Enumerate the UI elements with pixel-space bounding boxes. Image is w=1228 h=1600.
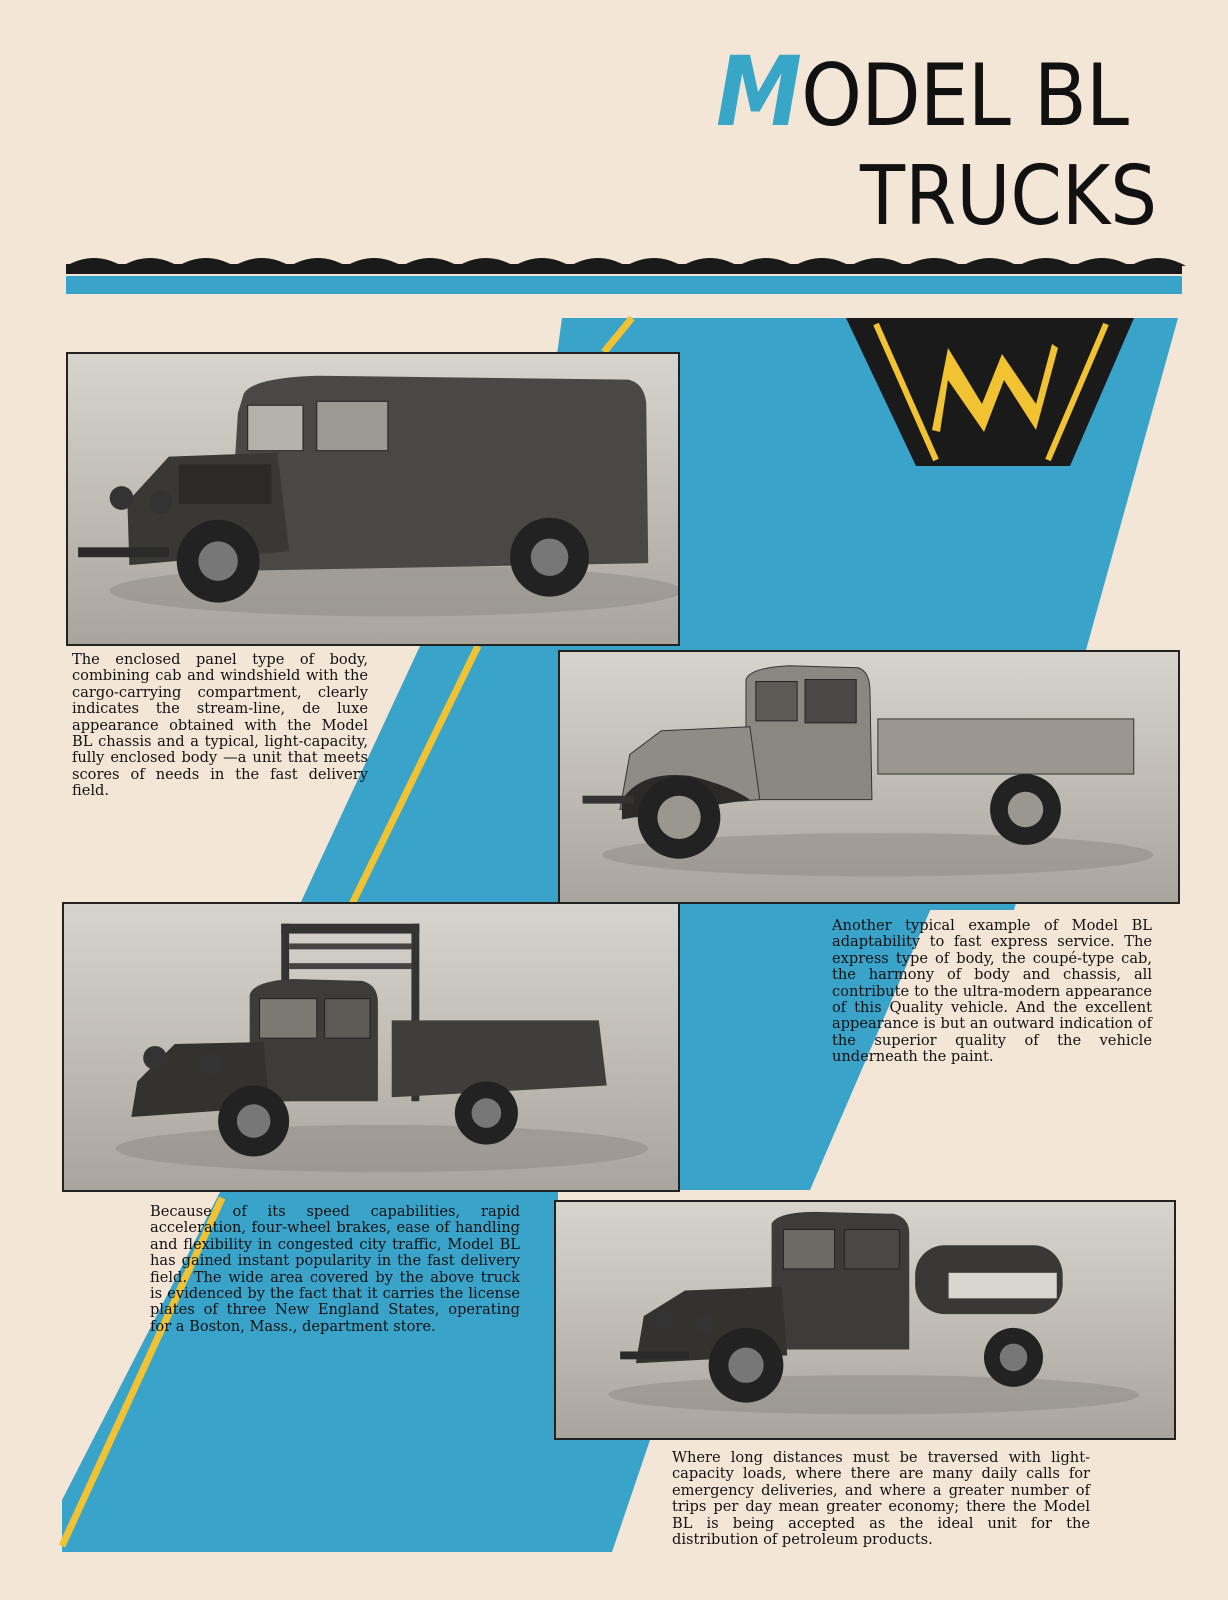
caption-express-truck: Another typical example of Model BL adaptability to fast express service. The express type of body, the coupé-type cab, the harmony of body and chassis, all contribute to the ultra-modern appearance of this Quality vehicle. And the excellent appearance is but an outward indication of the superior quality of the vehicle underneath the paint. (832, 917, 1152, 1066)
page-title-line-1 (716, 36, 1129, 148)
caption-stake-truck: Because of its speed capabilities, rapid acceleration, four-wheel brakes, ease of handling and flexibility in congested city traffic, Model BL has gained instant popularity in the fast delivery field. The wide area covered by the above truck is evidenced by the fact that it carries the license plates of three New England States, operating for a Boston, Mass., department store. (150, 1203, 520, 1335)
panel-truck-photo (66, 352, 680, 646)
title-initial: M (716, 36, 802, 148)
scallop-band (66, 258, 1186, 274)
express-truck-photo (558, 650, 1180, 904)
blue-header-stripe (66, 276, 1182, 294)
page-title-line-2: TRUCKS (860, 149, 1158, 244)
title-rest: ODEL BL (801, 46, 1129, 146)
caption-tank-truck: Where long distances must be traversed with light-capacity loads, where there are many daily calls for emergency deliveries, and where a greater number of trips per day mean greater economy; there the Model BL is being accepted as the ideal unit for the distribution of petroleum products. (672, 1449, 1090, 1549)
tank-truck-photo (554, 1200, 1176, 1440)
stake-truck-photo (62, 902, 680, 1192)
caption-panel-truck: The enclosed panel type of body, combining cab and windshield with the cargo-carrying compartment, clearly indicates the stream-line, de luxe appearance obtained with the Model BL chassis and a typical, light-capacity, fully enclosed body —a unit that meets scores of needs in the fast delivery field. (72, 651, 368, 800)
